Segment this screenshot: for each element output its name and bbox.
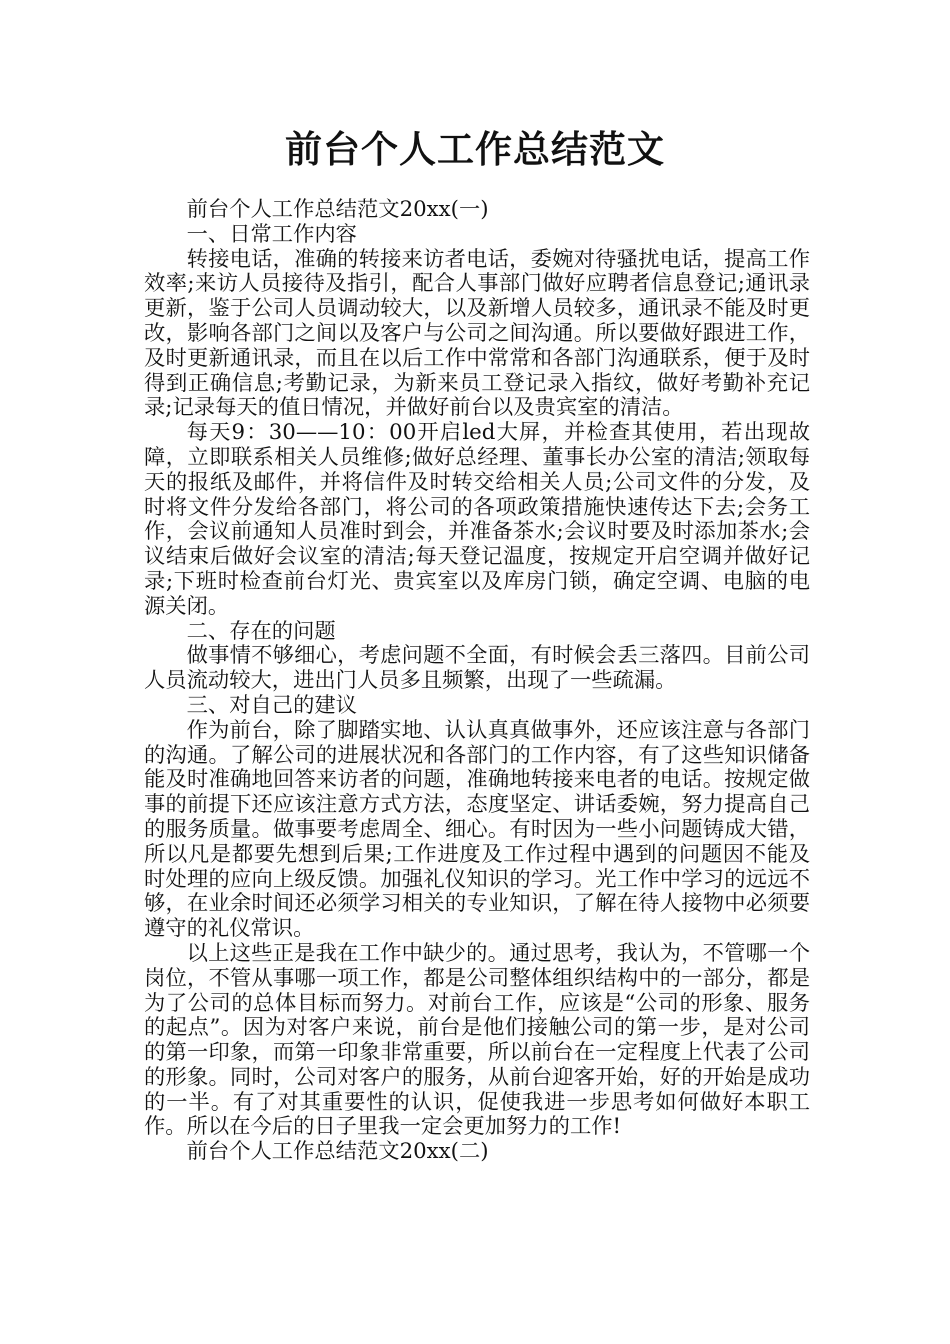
subheading-existing-problems: 二、存在的问题 [186,618,336,644]
subheading-daily-work: 一、日常工作内容 [186,221,357,247]
document-title: 前台个人工作总结范文 [285,128,665,171]
paragraph-reflection: 以上这些正是我在工作中缺少的。通过思考，我认为，不管哪一个岗位，不管从事哪一项工作，都是公司整体组织结构中的一部分，都是为了公司的总体目标而努力。对前台工作，应该是“公司的形象、服务的起点”。因为对客户来说，前台是他们接触公司的第一步，是对公司的第一印象，而第一印象非常重要，所以前台在一定程度上代表了公司的形象。同时，公司对客户的服务，从前台迎客开始，好的开始是成功的一半。有了对其重要性的认识，促使我进一步思考如何做好本职工作。所以在今后的日子里我一定会更加努力的工作! [144,940,810,1140]
paragraph-daily-work-1: 转接电话，准确的转接来访者电话，委婉对待骚扰电话，提高工作效率;来访人员接待及指引，配合人事部门做好应聘者信息登记;通讯录更新，鉴于公司人员调动较大，以及新增人员较多，通讯录不能及时更改，影响各部门之间以及客户与公司之间沟通。所以要做好跟进工作，及时更新通讯录，而且在以后工作中常常和各部门沟通联系，便于及时得到正确信息;考勤记录，为新来员工登记录入指纹，做好考勤补充记录;记录每天的值日情况，并做好前台以及贵宾室的清洁。 [144,246,810,421]
document-body [144,198,810,1165]
paragraph-daily-work-2: 每天9：30——10：00开启led大屏，并检查其使用，若出现故障，立即联系相关人员维修;做好总经理、董事长办公室的清洁;领取每天的报纸及邮件，并将信件及时转交给相关人员;公司文件的分发，及时将文件分发给各部门，将公司的各项政策措施快速传达下去;会务工作，会议前通知人员准时到会，并准备茶水;会议时要及时添加茶水;会议结束后做好会议室的清洁;每天登记温度，按规定开启空调并做好记录;下班时检查前台灯光、贵宾室以及库房门锁，确定空调、电脑的电源关闭。 [144,420,810,619]
section-heading-part-one: 前台个人工作总结范文20xx(一) [186,197,489,222]
paragraph-self-suggestions: 作为前台，除了脚踏实地、认认真真做事外，还应该注意与各部门的沟通。了解公司的进展状况和各部门的工作内容，有了这些知识储备能及时准确地回答来访者的问题，准确地转接来电者的电话。按规定做事的前提下还应该注意方式方法，态度坚定、讲话委婉，努力提高自己的服务质量。做事要考虑周全、细心。有时因为一些小问题铸成大错，所以凡是都要先想到后果;工作进度及工作过程中遇到的问题因不能及时处理的应向上级反馈。加强礼仪知识的学习。光工作中学习的远远不够，在业余时间还必须学习相关的专业知识，了解在待人接物中必须要遵守的礼仪常识。 [144,717,810,942]
paragraph-existing-problems: 做事情不够细心，考虑问题不全面，有时候会丢三落四。目前公司人员流动较大，进出门人员多且频繁，出现了一些疏漏。 [144,643,810,694]
subheading-self-suggestions: 三、对自己的建议 [186,692,357,718]
section-heading-part-two: 前台个人工作总结范文20xx(二) [186,1139,489,1165]
